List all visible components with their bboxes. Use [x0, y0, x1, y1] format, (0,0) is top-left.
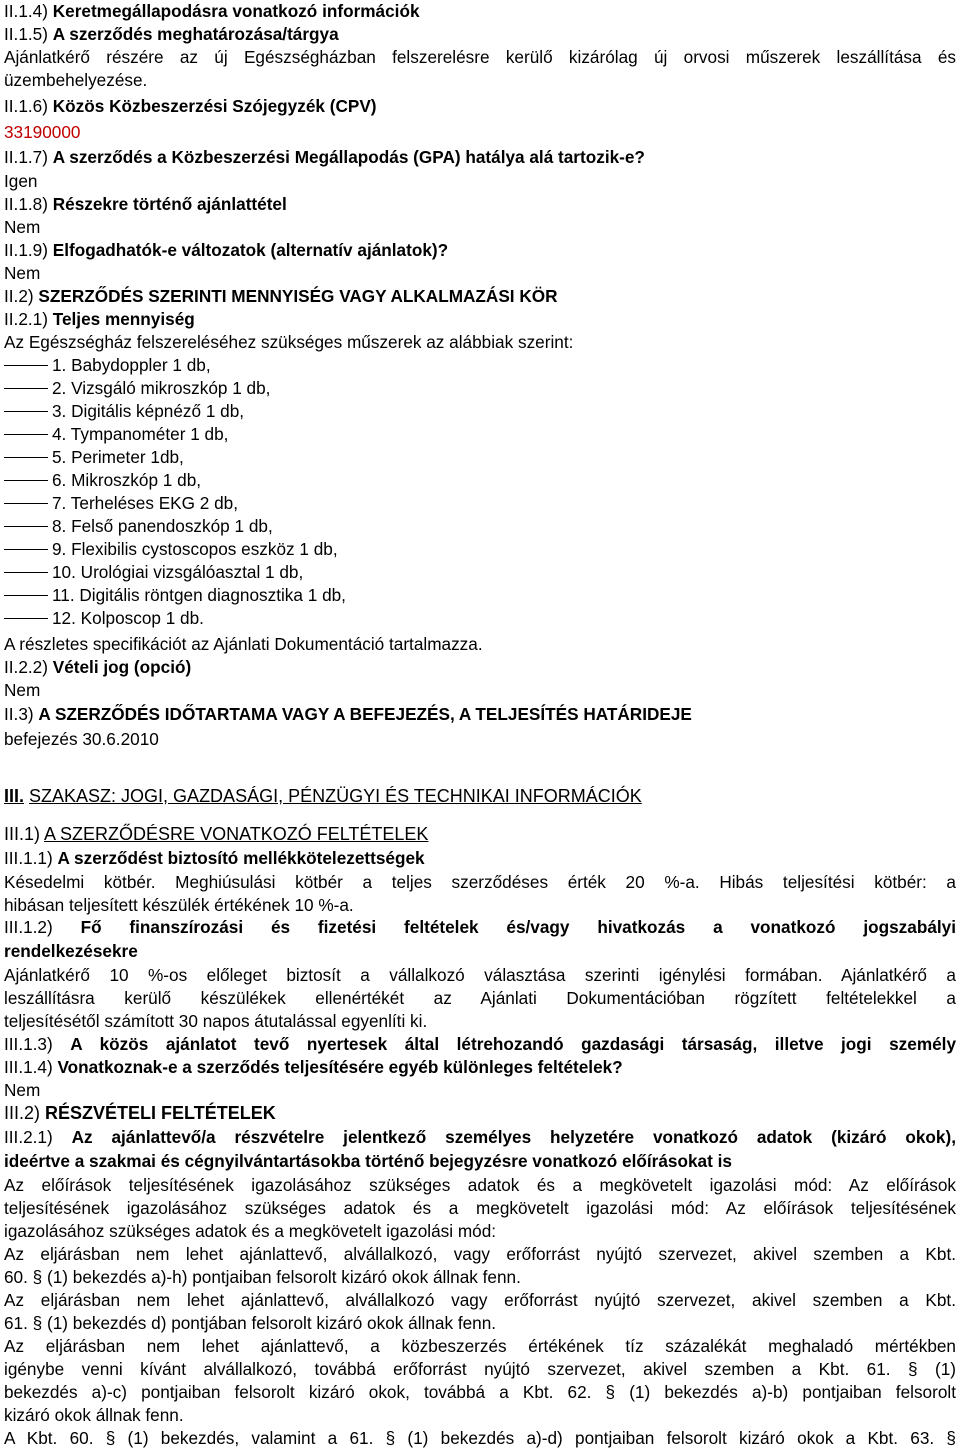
section-number: III.: [4, 786, 25, 806]
section-III-heading: [4, 785, 956, 808]
financing-text: Ajánlatkérő 10 %-os előleget biztosít a vállalkozó választása szerinti igénylési formában. Ajánlatkérő a: [4, 965, 956, 985]
financing-text: leszállításra kerülő készülékek ellenértékét az Ajánlati Dokumentációban rögzített feltételekkel a: [4, 988, 956, 1008]
section-title: SZERZŐDÉS SZERINTI MENNYISÉG VAGY ALKALMAZÁSI KÖR: [38, 286, 558, 306]
answer-value: Nem: [4, 1080, 41, 1100]
section-III-1-3: [4, 1033, 956, 1056]
requirements-text: teljesítésének igazolásához szükséges adatok és a megkövetelt igazolási mód: Az előírások teljesítésének: [4, 1198, 956, 1218]
section-number: III.1.2): [4, 917, 53, 937]
requirements-text: igénybe venni kívánt alvállalkozó, továbbá erőforrást nyújtó szervezet, akivel szemben a Kbt. 61. § (1): [4, 1359, 956, 1379]
list-item: [4, 377, 960, 400]
section-number: II.2.2): [4, 657, 48, 677]
requirements-text: bekezdés a)-c) pontjaiban felsorolt kizáró okok, továbbá a Kbt. 62. § (1) bekezdés a)-b) pontjaiban felsorolt: [4, 1382, 956, 1402]
section-number: II.1.4): [4, 1, 48, 21]
section-title: A szerződést biztosító mellékkötelezettségek: [57, 848, 425, 868]
answer-value: Nem: [4, 680, 41, 700]
guarantee-text: hibásan teljesített készülék értékének 10 %-a.: [4, 895, 354, 915]
list-item: [4, 354, 960, 377]
list-item-text: 5. Perimeter 1db,: [52, 447, 184, 467]
section-II-1-7: [4, 146, 956, 169]
section-title: Elfogadhatók-e változatok (alternatív ajánlatok)?: [52, 240, 449, 260]
section-title: Részekre történő ajánlattétel: [52, 194, 287, 214]
section-number: II.1.5): [4, 24, 48, 44]
section-title: A szerződés a Közbeszerzési Megállapodás (GPA) hatálya alá tartozik-e?: [52, 147, 645, 167]
section-III-1-2: [4, 916, 956, 939]
section-number: II.1.7): [4, 147, 48, 167]
section-II-3: [4, 703, 956, 726]
section-title-continued: ideértve a szakmai és cégnyilvántartásokba történő bejegyzésre vonatkozó előírásokat is: [4, 1151, 732, 1171]
section-title: SZAKASZ: JOGI, GAZDASÁGI, PÉNZÜGYI ÉS TECHNIKAI INFORMÁCIÓK: [29, 786, 642, 806]
section-title: Fő finanszírozási és fizetési feltételek és/vagy hivatkozás a vonatkozó jogszabályi: [80, 917, 956, 937]
list-item: [4, 538, 960, 561]
section-III-2-1: [4, 1126, 956, 1149]
contract-subject-text: Ajánlatkérő részére az új Egészségházban felszerelésre kerülő kizárólag új orvosi műszerek leszállítása és: [4, 47, 956, 67]
answer-value: Nem: [4, 217, 41, 237]
list-item-text: 8. Felső panendoszkóp 1 db,: [52, 516, 273, 536]
list-item-text: 1. Babydoppler 1 db,: [52, 355, 211, 375]
list-item: [4, 446, 960, 469]
requirements-text: kizáró okok állnak fenn.: [4, 1405, 184, 1425]
list-item-text: 10. Urológiai vizsgálóasztal 1 db,: [52, 562, 304, 582]
list-item: [4, 469, 960, 492]
list-item: [4, 584, 960, 607]
section-title: A SZERZŐDÉS IDŐTARTAMA VAGY A BEFEJEZÉS, A TELJESÍTÉS HATÁRIDEJE: [38, 704, 692, 724]
requirements-text: Az eljárásban nem lehet ajánlattevő, alvállalkozó, vagy erőforrást nyújtó szervezet, akivel szemben a Kbt.: [4, 1244, 956, 1264]
section-title: Közös Közbeszerzési Szójegyzék (CPV): [52, 96, 377, 116]
specification-note: A részletes specifikációt az Ajánlati Dokumentáció tartalmazza.: [4, 634, 483, 654]
dash-bullet: [4, 572, 48, 573]
section-number: III.2.1): [4, 1127, 53, 1147]
list-item-text: 3. Digitális képnéző 1 db,: [52, 401, 245, 421]
answer-value: Igen: [4, 171, 38, 191]
section-II-1-4: [4, 0, 956, 23]
section-II-2-1: [4, 308, 956, 331]
list-item-text: 4. Tympanométer 1 db,: [52, 424, 229, 444]
dash-bullet: [4, 618, 48, 619]
dash-bullet: [4, 595, 48, 596]
dash-bullet: [4, 526, 48, 527]
completion-date: befejezés 30.6.2010: [4, 729, 159, 749]
dash-bullet: [4, 549, 48, 550]
list-item-text: 7. Terheléses EKG 2 db,: [52, 493, 238, 513]
contract-subject-text: üzembehelyezése.: [4, 70, 148, 90]
section-title: Vonatkoznak-e a szerződés teljesítésére egyéb különleges feltételek?: [57, 1057, 623, 1077]
guarantee-text: Késedelmi kötbér. Meghiúsulási kötbér a teljes szerződéses érték 20 %-a. Hibás teljesítési kötbér: a: [4, 872, 956, 892]
list-item: [4, 423, 960, 446]
requirements-text: Az eljárásban nem lehet ajánlattevő, alvállalkozó vagy erőforrást nyújtó szervezet, akivel szemben a Kbt.: [4, 1290, 956, 1310]
section-title: A szerződés meghatározása/tárgya: [52, 24, 339, 44]
section-title-continued: rendelkezésekre: [4, 941, 138, 961]
section-number: III.1.3): [4, 1034, 53, 1054]
section-III-2: [4, 1102, 956, 1125]
section-title: Vételi jog (opció): [52, 657, 192, 677]
requirements-text: 61. § (1) bekezdés d) pontjában felsorolt kizáró okok állnak fenn.: [4, 1313, 497, 1333]
section-II-1-8: [4, 193, 956, 216]
list-item-text: 6. Mikroszkóp 1 db,: [52, 470, 202, 490]
section-III-1: [4, 823, 956, 846]
section-number: II.1.8): [4, 194, 48, 214]
requirements-text: Az előírások teljesítésének igazolásához szükséges adatok és a megkövetelt igazolási mód: Az előírások: [4, 1175, 956, 1195]
section-number: II.3): [4, 704, 34, 724]
section-number: II.1.6): [4, 96, 48, 116]
answer-value: Nem: [4, 263, 41, 283]
section-II-1-6: [4, 95, 956, 118]
dash-bullet: [4, 457, 48, 458]
section-number: III.1.1): [4, 848, 53, 868]
list-item: [4, 400, 960, 423]
list-item: [4, 492, 960, 515]
dash-bullet: [4, 434, 48, 435]
requirements-text: Az eljárásban nem lehet ajánlattevő, a közbeszerzés értékének tíz százalékát meghaladó mértékben: [4, 1336, 956, 1356]
requirements-text: 60. § (1) bekezdés a)-h) pontjaiban felsorolt kizáró okok állnak fenn.: [4, 1267, 521, 1287]
section-number: III.1.4): [4, 1057, 53, 1077]
section-III-1-4: [4, 1056, 956, 1079]
list-item-text: 12. Kolposcop 1 db.: [52, 608, 204, 628]
section-title: Az ajánlattevő/a részvételre jelentkező személyes helyzetére vonatkozó adatok (kizáró okok),: [71, 1127, 956, 1147]
cpv-code: 33190000: [4, 122, 81, 142]
quantity-intro: Az Egészségház felszereléséhez szükséges műszerek az alábbiak szerint:: [4, 332, 574, 352]
section-title: A közös ajánlatot tevő nyertesek által létrehozandó gazdasági társaság, illetve jogi személy: [70, 1034, 957, 1054]
dash-bullet: [4, 411, 48, 412]
section-number: II.2.1): [4, 309, 48, 329]
dash-bullet: [4, 365, 48, 366]
section-number: III.2): [4, 1103, 41, 1123]
financing-text: teljesítésétől számított 30 napos átutalással egyenlíti ki.: [4, 1011, 428, 1031]
section-number: III.1): [4, 824, 41, 844]
section-II-2: [4, 285, 956, 308]
section-II-1-5: [4, 23, 956, 46]
requirements-text: igazolásához szükséges adatok és a megkövetelt igazolási mód:: [4, 1221, 497, 1241]
section-title: Teljes mennyiség: [52, 309, 195, 329]
dash-bullet: [4, 503, 48, 504]
list-item: [4, 561, 960, 584]
section-II-1-9: [4, 239, 956, 262]
list-item: [4, 515, 960, 538]
list-item-text: 9. Flexibilis cystoscopos eszköz 1 db,: [52, 539, 338, 559]
section-III-1-1: [4, 847, 956, 870]
section-number: II.2): [4, 286, 34, 306]
section-title: RÉSZVÉTELI FELTÉTELEK: [45, 1103, 276, 1123]
section-title: Keretmegállapodásra vonatkozó információk: [52, 1, 420, 21]
list-item: [4, 607, 960, 630]
list-item-text: 2. Vizsgáló mikroszkóp 1 db,: [52, 378, 271, 398]
requirements-text: A Kbt. 60. § (1) bekezdés, valamint a 61. § (1) bekezdés a)-d) pontjaiban felsorolt kizáró okok a Kbt. 63. §: [4, 1428, 956, 1448]
dash-bullet: [4, 388, 48, 389]
section-number: II.1.9): [4, 240, 48, 260]
section-II-2-2: [4, 656, 956, 679]
dash-bullet: [4, 480, 48, 481]
list-item-text: 11. Digitális röntgen diagnosztika 1 db,: [52, 585, 346, 605]
section-title: A SZERZŐDÉSRE VONATKOZÓ FELTÉTELEK: [44, 824, 429, 844]
